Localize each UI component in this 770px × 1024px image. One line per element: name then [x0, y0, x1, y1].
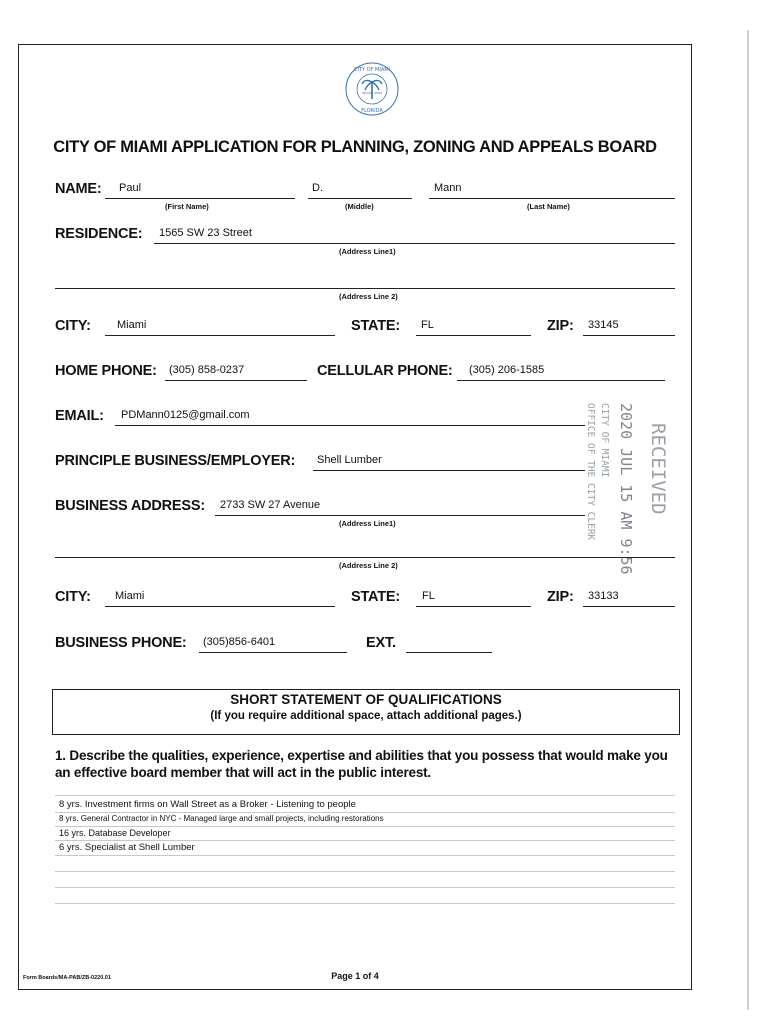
city-value[interactable]: Miami	[117, 319, 147, 331]
stamp-date: 2020 JUL 15 AM 9:56	[617, 403, 635, 575]
zip-label: ZIP:	[547, 318, 574, 334]
answer-rule	[55, 871, 675, 872]
stamp-city: CITY OF MIAMI	[599, 403, 610, 478]
email-label: EMAIL:	[55, 408, 104, 424]
middle-name-value[interactable]: D.	[312, 182, 323, 194]
business-state-value[interactable]: FL	[422, 590, 435, 602]
business-phone-line	[199, 652, 347, 653]
last-name-value[interactable]: Mann	[434, 182, 462, 194]
city-line	[105, 335, 335, 336]
business-address-label: BUSINESS ADDRESS:	[55, 498, 205, 514]
answer-rule	[55, 812, 675, 813]
answer-rule	[55, 795, 675, 796]
answer-rule	[55, 840, 675, 841]
zip-line	[583, 335, 675, 336]
business-zip-line	[583, 606, 675, 607]
form-title: CITY OF MIAMI APPLICATION FOR PLANNING, ZONING AND APPEALS BOARD	[53, 138, 657, 156]
page-edge-shadow	[747, 30, 749, 1010]
business-phone-label: BUSINESS PHONE:	[55, 635, 187, 651]
business-city-line	[105, 606, 335, 607]
answer-rule	[55, 826, 675, 827]
residence-line2-line	[55, 288, 675, 289]
stamp-office: OFFICE OF THE CITY CLERK	[585, 403, 596, 541]
home-phone-value[interactable]: (305) 858-0237	[169, 364, 245, 376]
cell-phone-label: CELLULAR PHONE:	[317, 363, 453, 379]
business-zip-label: ZIP:	[547, 589, 574, 605]
received-stamp	[585, 403, 679, 577]
business-address-line2-line	[55, 557, 675, 558]
residence-label: RESIDENCE:	[55, 226, 143, 242]
stamp-received: RECEIVED	[647, 423, 669, 515]
ext-line	[406, 652, 492, 653]
city-seal-logo	[344, 61, 400, 117]
city-label: CITY:	[55, 318, 91, 334]
cell-phone-line	[457, 380, 665, 381]
business-city-label: CITY:	[55, 589, 91, 605]
name-label: NAME:	[55, 181, 102, 197]
residence-line2-caption: (Address Line 2)	[339, 292, 398, 301]
cell-phone-value[interactable]: (305) 206-1585	[469, 364, 545, 376]
application-form-page	[18, 44, 692, 990]
svg-text:INCORP 1896: INCORP 1896	[361, 91, 383, 95]
svg-text:CITY OF MIAMI: CITY OF MIAMI	[353, 67, 391, 73]
answer-line-1: 8 yrs. Investment firms on Wall Street as a Broker - Listening to people	[59, 799, 356, 810]
email-line	[115, 425, 585, 426]
state-value[interactable]: FL	[421, 319, 434, 331]
residence-line1-value[interactable]: 1565 SW 23 Street	[159, 227, 252, 239]
last-name-caption: (Last Name)	[527, 202, 570, 211]
answer-rule	[55, 887, 675, 888]
home-phone-label: HOME PHONE:	[55, 363, 157, 379]
qualifications-header-box	[52, 689, 680, 735]
state-line	[416, 335, 531, 336]
first-name-value[interactable]: Paul	[119, 182, 142, 194]
qualifications-subtitle: (If you require additional space, attach additional pages.)	[210, 710, 522, 722]
form-id: Form Boards/MA-PAB/ZB-0220.01	[23, 975, 111, 981]
residence-line1-line	[154, 243, 675, 244]
business-city-value[interactable]: Miami	[115, 590, 145, 602]
employer-line	[313, 470, 585, 471]
business-address-line2-caption: (Address Line 2)	[339, 561, 398, 570]
business-address-line1-line	[215, 515, 585, 516]
employer-value[interactable]: Shell Lumber	[317, 454, 382, 466]
business-state-label: STATE:	[351, 589, 401, 605]
answer-line-2: 8 yrs. General Contractor in NYC - Managed large and small projects, including restorations	[59, 814, 384, 823]
answer-rule	[55, 903, 675, 904]
last-name-line	[429, 198, 675, 199]
zip-value[interactable]: 33145	[588, 319, 619, 331]
qualifications-title: SHORT STATEMENT OF QUALIFICATIONS	[230, 692, 502, 707]
employer-label: PRINCIPLE BUSINESS/EMPLOYER:	[55, 453, 296, 469]
ext-label: EXT.	[366, 635, 396, 651]
svg-text:FLORIDA: FLORIDA	[361, 108, 383, 114]
page-number: Page 1 of 4	[331, 971, 379, 981]
business-address-line1-caption: (Address Line1)	[339, 519, 396, 528]
answer-line-3: 16 yrs. Database Developer	[59, 828, 171, 838]
business-phone-value[interactable]: (305)856-6401	[203, 636, 276, 648]
question-1: 1. Describe the qualities, experience, expertise and abilities that you possess that would make you an effective board member that will act in the public interest.	[55, 748, 668, 780]
answer-rule	[55, 855, 675, 856]
email-value[interactable]: PDMann0125@gmail.com	[121, 409, 250, 421]
middle-name-caption: (Middle)	[345, 202, 374, 211]
state-label: STATE:	[351, 318, 401, 334]
business-address-line1-value[interactable]: 2733 SW 27 Avenue	[220, 499, 321, 511]
first-name-caption: (First Name)	[165, 202, 209, 211]
answer-line-4: 6 yrs. Specialist at Shell Lumber	[59, 842, 195, 853]
first-name-line	[105, 198, 295, 199]
middle-name-line	[308, 198, 412, 199]
home-phone-line	[165, 380, 307, 381]
residence-line1-caption: (Address Line1)	[339, 247, 396, 256]
business-zip-value[interactable]: 33133	[588, 590, 619, 602]
business-state-line	[416, 606, 531, 607]
